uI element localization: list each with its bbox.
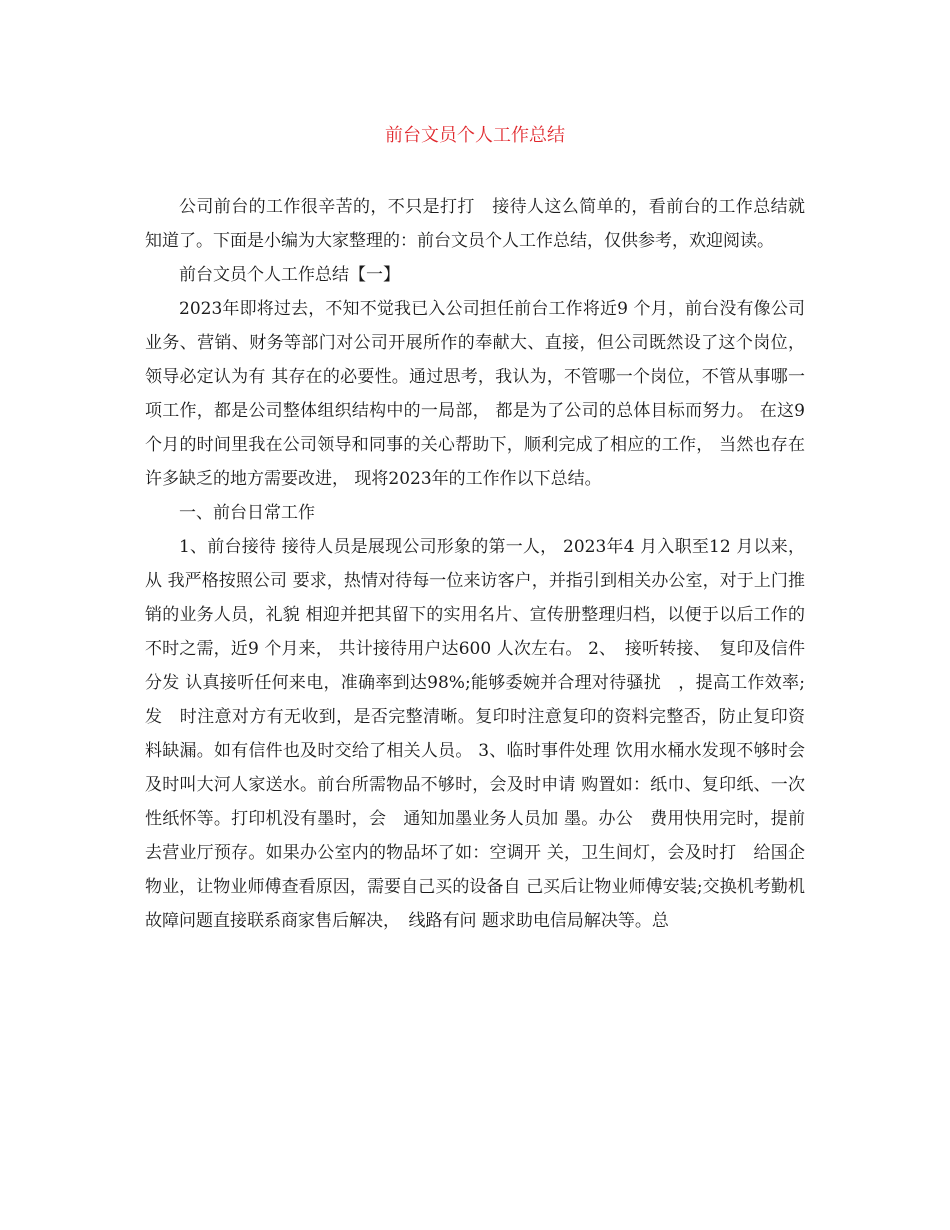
subsection-heading: 一、前台日常工作	[179, 503, 315, 523]
section-heading: 前台文员个人工作总结【一】	[179, 265, 400, 285]
document-body	[145, 190, 805, 938]
summary-paragraph: 2023年即将过去，不知不觉我已入公司担任前台工作将近9 个月，前台没有像公司业务、营销、财务等部门对公司开展所作的奉献大、直接，但公司既然设了这个岗位，领导必定认为有 其存在的必要性。通过思考，我认为，不管哪一个岗位，不管从事哪一项工作，都是公司整体组织结构中的一局部， 都是为了公司的总体目标而努力。 在这9 个月的时间里我在公司领导和同事的关心帮助下，顺利完成了相应的工作， 当然也存在许多缺乏的地方需要改进， 现将2023年的工作作以下总结。	[145, 299, 805, 489]
intro-paragraph: 公司前台的工作很辛苦的，不只是打打 接待人这么简单的，看前台的工作总结就知道了。下面是小编为大家整理的：前台文员个人工作总结，仅供参考，欢迎阅读。	[145, 197, 805, 251]
daily-work-paragraph: 1、前台接待 接待人员是展现公司形象的第一人， 2023年4 月入职至12 月以来， 从 我严格按照公司 要求，热情对待每一位来访客户，并指引到相关办公室，对于上门推销的业务人员，礼貌 相迎并把其留下的实用名片、宣传册整理归档，以便于以后工作的不时之需，近9 个月来， 共计接待用户达600 人次左右。 2、 接听转接、 复印及信件分发 认真接听任何来电，准确率到达98%;能够委婉并合理对待骚扰 ，提高工作效率; 发 时注意对方有无收到，是否完整清晰。复印时注意复印的资料完整否，防止复印资 料缺漏。如有信件也及时交给了相关人员。 3、临时事件处理 饮用水桶水发现不够时会及时叫大河人家送水。前台所需物品不够时，会及时申请 购置如：纸巾、复印纸、一次性纸怀等。打印机没有墨时，会 通知加墨业务人员加 墨。办公 费用快用完时，提前去营业厅预存。如果办公室内的物品坏了如：空调开 关，卫生间灯，会及时打 给国企物业，让物业师傅查看原因，需要自己买的设备自 己买后让物业师傅安装;交换机考勤机故障问题直接联系商家售后解决， 线路有问 题求助电信局解决等。总	[145, 537, 805, 931]
document-title: 前台文员个人工作总结	[385, 125, 565, 146]
